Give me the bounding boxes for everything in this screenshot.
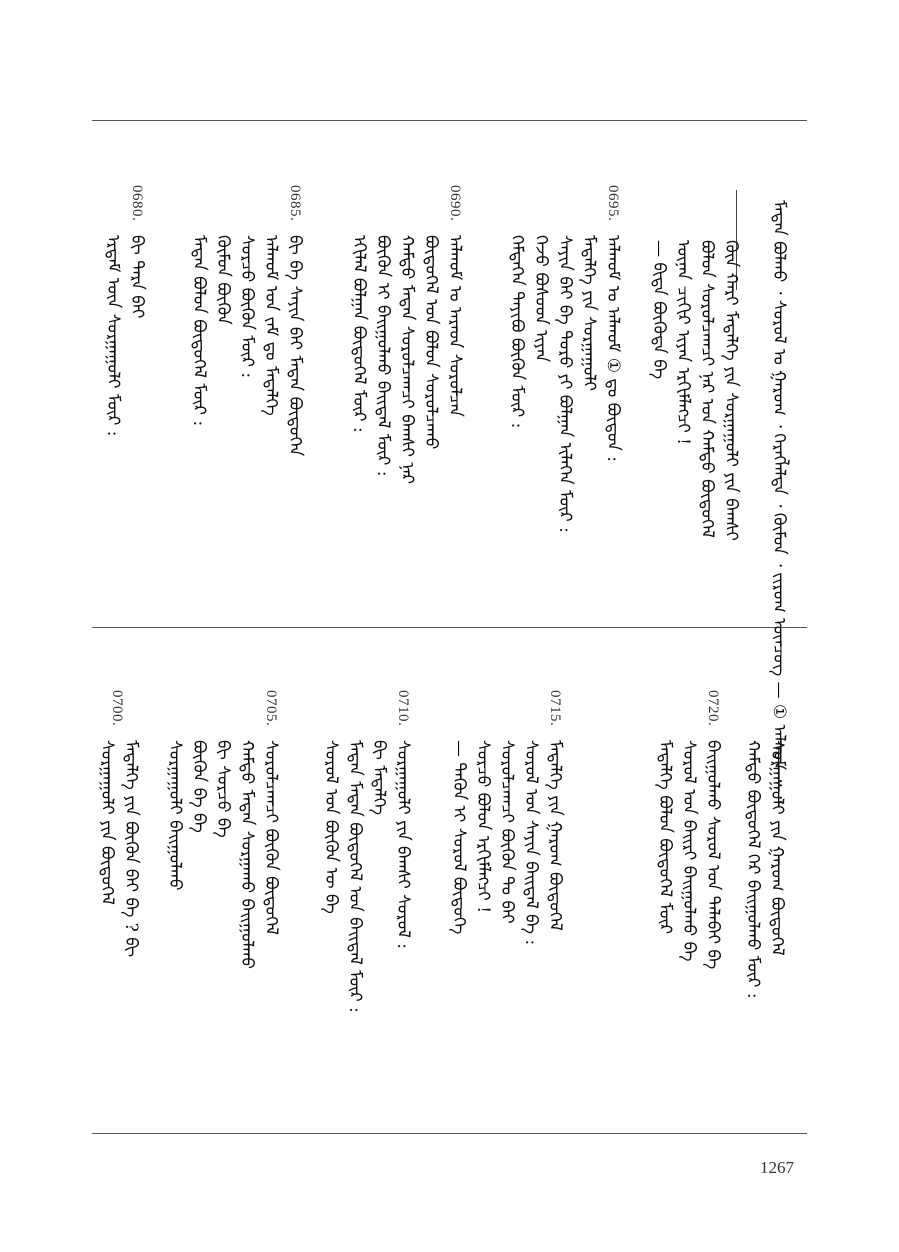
entry-line: ᠰᠤᠷᠤᠯ ᠤᠨ ᠪᠠᠢᠷᠢ ᠪᠠᠢᠭᠤᠯᠬᠤ ᠪᠠ (679, 740, 699, 962)
entry-line: ᠪᠢ ᠮᠡᠳᠡᠯᠭᠡ (369, 740, 389, 816)
entry-number: 0715. (547, 690, 563, 727)
upper-line: ᠭᠦᠨ ᠬᠠᠷᠢ ᠮᠡᠳᠡᠯᠭᠡ ᠶᠢᠨ ᠰᠤᠷᠭᠠᠭᠤᠯᠢ ᠶᠢᠨ ᠪᠠᠭᠰᠢ (721, 240, 741, 541)
entry-line: ᠰᠠᠶᠢᠨ ᠪᠠᠢ ᠪᠠ ᠲᠣᠷᠤ ᠶᠢ ᠪᠤᠯᠭᠠᠨ ᠢᠯᠡᠬᠡᠨ ᠮᠥᠷ : (555, 235, 575, 533)
entry-line: ᠬᠠᠮᠲᠤ ᠮᠡᠳᠡᠨ ᠰᠤᠷᠭᠠᠬᠤ ᠪᠠᠢᠭᠤᠯᠬᠤ (237, 740, 257, 969)
entry-line: ᠠᠯᠬᠤᠮ ᠤ ᠠᠷᠠᠳ ᠰᠤᠷᠤᠯᠴᠠᠨ (445, 235, 465, 417)
entry-number: 0685. (287, 185, 303, 222)
entry-line: ᠪᠦᠬᠦᠨ ᠪᠠ ᠪᠠ (189, 740, 209, 833)
entry-number: 0680. (129, 185, 145, 222)
entry-line: ᠪᠢ ᠪᠠ ᠰᠠᠶᠢᠨ ᠪᠠᠢ ᠮᠡᠳᠡᠨ ᠪᠦᠲᠦᠭᠡᠨ (285, 235, 305, 457)
entry-line: ᠰᠤᠷᠤᠯᠴᠠᠭᠴᠢ ᠪᠦᠬᠦᠨ ᠲᠤ ᠪᠠᠢ (497, 740, 517, 924)
entry-line: ᠬᠠᠮᠲᠤ ᠪᠦᠲᠦᠭᠡᠯ ᠭᠡᠷ ᠪᠠᠢᠭᠤᠯᠬᠤ ᠮᠥᠷ : (743, 740, 763, 999)
upper-line: — ᠪᠢᠳᠡ ᠪᠦᠭᠦᠳᠡ ᠪᠠ (649, 240, 669, 380)
entry-line: ᠰᠤᠷᠤᠯᠴᠠᠭᠴᠢ ᠪᠦᠬᠦᠨ ᠪᠦᠲᠦᠭᠡᠯ (261, 740, 281, 935)
entry-line: ᠰᠤᠷᠤᠯ ᠤᠨ ᠪᠦᠬᠦᠨ ᠦ ᠪᠠ (321, 740, 341, 914)
entry-number: 0695. (605, 185, 621, 222)
entry-line: ᠬᠦᠮᠦᠨ ᠪᠦᠬᠦᠨ (213, 235, 233, 325)
entry-line: — ᠲᠡᠭᠦᠨ ᠢ ᠰᠤᠷᠤᠯ ᠪᠦᠲᠦᠭᠡ (449, 740, 469, 935)
entry-line: ᠪᠢ ᠰᠤᠷᠴᠤ ᠪᠠ (213, 740, 233, 838)
entry-line: ᠪᠦᠲᠦᠭᠡᠯ ᠤᠨ ᠪᠣᠯᠤᠨ ᠰᠤᠷᠤᠯᠴᠠᠬᠤ (421, 235, 441, 450)
top-rule (92, 120, 807, 121)
entry-line: ᠰᠤᠷᠭᠠᠭᠤᠯᠢ ᠪᠠᠢᠭᠤᠯᠬᠤ (165, 740, 185, 891)
entry-line: ᠰᠤᠷᠭᠠᠭᠤᠯᠢ ᠶᠢᠨ ᠭᠠᠷᠤᠭ ᠪᠦᠲᠦᠭᠡᠯ (767, 740, 787, 956)
entry-number: 0720. (705, 690, 721, 727)
entry-line: ᠭᠡᠵᠦ ᠪᠤᠰᠤᠳ ᠢᠶᠠᠨ (531, 235, 551, 363)
entry-line: ᠪᠠᠢᠭᠤᠯᠬᠤ ᠰᠤᠷᠤᠯ ᠤᠨ ᠲᠠᠯᠠᠪᠠᠢ ᠪᠠ (703, 740, 723, 970)
entry-line: ᠠᠯᠬᠤᠮ ᠤᠨ ᠵᠠᠮ ᠳᠤ ᠮᠡᠳᠡᠯᠭᠡ (261, 235, 281, 416)
entry-number: 0710. (395, 690, 411, 727)
entry-line: ᠮᠡᠳᠡᠨ ᠪᠣᠯᠤᠨ ᠪᠦᠲᠦᠭᠡᠯ ᠮᠥᠷ : (189, 235, 209, 427)
entry-line: ᠮᠡᠳᠡᠯᠭᠡ ᠶᠢᠨ ᠰᠤᠷᠭᠠᠭᠤᠯᠢ (579, 235, 599, 391)
upper-line: ᠪᠣᠯᠤᠨ ᠰᠤᠷᠤᠯᠴᠠᠭᠴᠢ ᠨᠠᠷ ᠤᠨ ᠬᠠᠮᠲᠤ ᠪᠦᠲᠦᠭᠡᠯ (697, 240, 717, 538)
upper-line: ᠮᠡᠳᠡᠨ ᠪᠤᠯᠬᠤ ᠂ ᠰᠤᠷᠤᠯ ᠤ ᠭᠠᠷᠤᠭ ᠂ ᠬᠡᠷᠡᠭᠯᠡᠯᠲᠡ ᠂ ᠬᠦᠮᠦᠨ ᠂ ᠵᠢᠷᠤᠭ ᠥᠨᠴᠦᠭ — ① ᠠᠯᠬᠤᠮ ᠃ ᠃ (769, 200, 789, 804)
entry-line: ᠡᠷᠳᠡᠮ ᠦᠨ ᠰᠤᠷᠭᠠᠭᠤᠯᠢ ᠮᠥᠷ : (103, 235, 123, 437)
entry-line: ᠰᠤᠷᠴᠤ ᠪᠦᠬᠦᠨ ᠮᠥᠷ : (237, 235, 257, 379)
entry-line: ᠰᠤᠷᠴᠤ ᠪᠣᠯᠤᠨ ᠡᠷᠬᠢᠮᠯᠡᠭᠴᠢ ! (473, 740, 493, 914)
entry-line: ᠰᠤᠷᠭᠠᠭᠤᠯᠢ ᠶᠢᠨ ᠪᠦᠲᠦᠭᠡᠯ (97, 740, 117, 905)
middle-rule (92, 627, 807, 628)
entry-line: ᠭᠡᠮᠲᠡᠭᠡᠨ ᠲᠠᠶᠢᠪᠤ ᠪᠦᠬᠦᠨ ᠮᠥᠷ : (507, 235, 527, 429)
entry-number: 0705. (263, 690, 279, 727)
entry-line: ᠰᠤᠷᠭᠠᠭᠤᠯᠢ ᠶᠢᠨ ᠪᠠᠭᠰᠢ ᠰᠤᠷᠤᠯ : (393, 740, 413, 950)
entry-number: 0690. (447, 185, 463, 222)
entry-line: ᠪᠦᠬᠦᠨ ᠢ ᠪᠠᠢᠭᠤᠯᠬᠤ ᠪᠠᠢᠳᠠᠯ ᠮᠥᠷ : (373, 235, 393, 477)
entry-line: ᠰᠤᠷᠤᠯ ᠤᠨ ᠰᠠᠶᠢᠨ ᠪᠠᠢᠳᠠᠯ ᠪᠠ : (521, 740, 541, 946)
entry-line: ᠠᠯᠬᠤᠮ ᠤ ᠠᠯᠬᠤᠮ ① ᠳᠤ ᠪᠦᠲᠦᠨ : (603, 235, 623, 463)
entry-line: ᠮᠡᠳᠡᠯᠭᠡ ᠶᠢᠨ ᠪᠦᠬᠦᠨ ᠪᠠᠢ ᠪᠠ ? ᠪᠢ (121, 740, 141, 958)
bottom-rule (92, 1133, 807, 1134)
entry-line: ᠮᠡᠳᠡᠯᠭᠡ ᠪᠣᠯᠤᠨ ᠪᠦᠲᠦᠭᠡᠯ ᠮᠥᠷ (655, 740, 675, 935)
entry-line: ᠬᠠᠮᠲᠤ ᠮᠡᠳᠡᠨ ᠰᠤᠷᠤᠯᠴᠠᠭᠴᠢ ᠪᠠᠭᠰᠢ ᠨᠠᠷ (397, 235, 417, 485)
page-number: 1267 (760, 1158, 794, 1177)
entry-line: ᠮᠡᠳᠡᠯᠭᠡ ᠶᠢᠨ ᠭᠠᠷᠤᠭ ᠪᠦᠲᠦᠭᠡᠯ (545, 740, 565, 931)
entry-number: 0700. (109, 690, 125, 727)
entry-line: ᠡᠬᠢᠯᠡᠯ ᠪᠣᠯᠭᠠᠨ ᠪᠦᠲᠦᠭᠡᠯ ᠮᠥᠷ : (349, 235, 369, 433)
entry-line: ᠮᠡᠳᠡᠨ ᠮᠡᠳᠡᠨ ᠪᠦᠲᠦᠭᠡᠯ ᠤᠨ ᠪᠠᠢᠳᠠᠯ ᠮᠥᠷ : (345, 740, 365, 1013)
entry-line: ᠪᠢ ᠲᠡᠷᠡ ᠪᠠᠢ (127, 235, 147, 319)
upper-line: ᠦᠨᠡᠨ ᠴᠢᠬᠢᠷ ᠢᠶᠡᠨ ᠡᠷᠬᠢᠮᠯᠡᠭᠴᠢ ! (673, 240, 693, 445)
